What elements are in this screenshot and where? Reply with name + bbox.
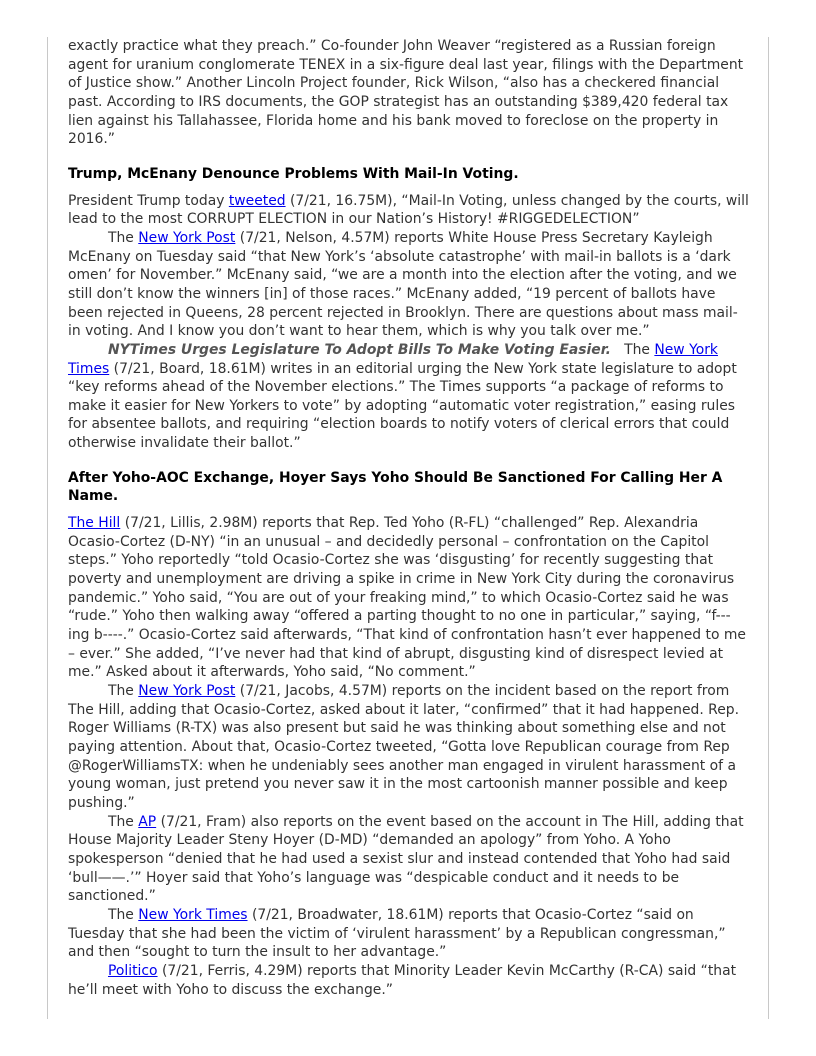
paragraph-ny-post-jacobs: The New York Post (7/21, Jacobs, 4.57M) reports on the incident based on the report from The Hill, adding that Ocasio-Cortez, asked about it later, “confirmed” that it had happened. Rep. Roger Williams (R-TX) was also present but said he was thinking about something else and not paying attention. About that, Ocasio-Cortez tweeted, “Gotta love Republican courage from Rep @RogerWilliamsTX: when he undeniably sees another man engaged in virulent harassment of a young woman, just pretend you never saw it in the most cartoonish manner possible and keep pushing.”: [68, 683, 739, 811]
paragraph-the-hill: The Hill (7/21, Lillis, 2.98M) reports that Rep. Ted Yoho (R-FL) “challenged” Rep. Alexandria Ocasio-Cortez (D-NY) “in an unusual – and decidedly personal – confrontation on the Capitol steps.” Yoho reportedly “told Ocasio-Cortez she was ‘disgusting’ for recently suggesting that poverty and unemployment are driving a spike in crime in New York City during the coronavirus pandemic.” Yoho said, “You are out of your freaking mind,” to which Ocasio-Cortez said he was “rude.” Yoho then walking away “offered a parting thought to no one in particular,” saying, “f---ing b----.” Ocasio-Cortez said afterwards, “That kind of confrontation hasn’t ever happened to me – ever.” She added, “I’ve never had that kind of abrupt, disgusting kind of disrespect levied at me.” Asked about it afterwards, Yoho said, “No comment.”: [68, 515, 746, 681]
page-left-border: [47, 37, 48, 1019]
paragraph-trump-tweet: President Trump today tweeted (7/21, 16.75M), “Mail-In Voting, unless changed by the courts, will lead to the most CORRUPT ELECTION in our Nation’s History! #RIGGEDELECTION”: [68, 192, 749, 228]
paragraph-nyt-broadwater: The New York Times (7/21, Broadwater, 18.61M) reports that Ocasio-Cortez “said on Tuesday that she had been the victim of ‘virulent harassment’ by a Republican congressman,” and then “sought to turn the insult to her advantage.”: [68, 906, 726, 961]
paragraph-ap: The AP (7/21, Fram) also reports on the event based on the account in The Hill, adding that House Majority Leader Steny Hoyer (D-MD) “demanded an apology” from Yoho. A Yoho spokesperson “denied that he had used a sexist slur and instead contended that Yoho had said ‘bull——.’” Hoyer said that Yoho’s language was “despicable conduct and it needs to be sanctioned.”: [68, 813, 744, 905]
document-body: [68, 37, 750, 999]
link-new-york-times-2[interactable]: New York Times: [138, 906, 248, 923]
intro-paragraph: exactly practice what they preach.” Co-founder John Weaver “registered as a Russian foreign agent for uranium conglomerate TENEX in a six-figure deal last year, filings with the Department of Justice show.” Another Lincoln Project founder, Rick Wilson, “also has a checkered financial past. According to IRS documents, the GOP strategist has an outstanding $389,420 federal tax lien against his Tallahassee, Florida home and his bank moved to foreclose on the property in 2016.”: [68, 38, 744, 148]
page-right-border: [768, 37, 769, 1019]
link-ap[interactable]: AP: [138, 813, 157, 830]
link-politico[interactable]: Politico: [108, 962, 158, 979]
link-new-york-times[interactable]: New York Times: [68, 341, 718, 377]
headline-yoho-aoc: After Yoho-AOC Exchange, Hoyer Says Yoho Should Be Sanctioned For Calling Her A Name.: [68, 469, 723, 505]
link-new-york-post-2[interactable]: New York Post: [138, 683, 236, 699]
headline-mail-in-voting: Trump, McEnany Denounce Problems With Mail-In Voting.: [68, 165, 519, 182]
link-new-york-post[interactable]: New York Post: [138, 229, 236, 246]
paragraph-nytimes-editorial: NYTimes Urges Legislature To Adopt Bills To Make Voting Easier. The New York Times (7/21, Board, 18.61M) writes in an editorial urging the New York state legislature to adopt “key reforms ahead of the November elections.” The Times supports “a package of reforms to make it easier for New Yorkers to vote” by adopting “automatic voter registration,” easing rules for absentee ballots, and requiring “election boards to notify voters of clerical errors that could otherwise invalidate their ballot.”: [68, 341, 737, 452]
link-tweeted[interactable]: tweeted: [228, 192, 286, 209]
paragraph-mcenany: The New York Post (7/21, Nelson, 4.57M) reports White House Press Secretary Kayleigh McEnany on Tuesday said “that New York’s ‘absolute catastrophe’ with mail-in ballots is a ‘dark omen’ for November.” McEnany said, “we are a month into the election after the voting, and we still don’t know the winners [in] of those races.” McEnany added, “19 percent of ballots have been rejected in Queens, 28 percent rejected in Brooklyn. There are questions about mass mail-in voting. And I know you don’t want to hear them, which is why you talk over me.”: [68, 229, 738, 340]
link-the-hill[interactable]: The Hill: [68, 515, 121, 532]
subheadline-nytimes: NYTimes Urges Legislature To Adopt Bills To Make Voting Easier.: [108, 341, 611, 358]
paragraph-politico: Politico (7/21, Ferris, 4.29M) reports that Minority Leader Kevin McCarthy (R-CA) said “that he’ll meet with Yoho to discuss the exchange.”: [68, 962, 737, 998]
